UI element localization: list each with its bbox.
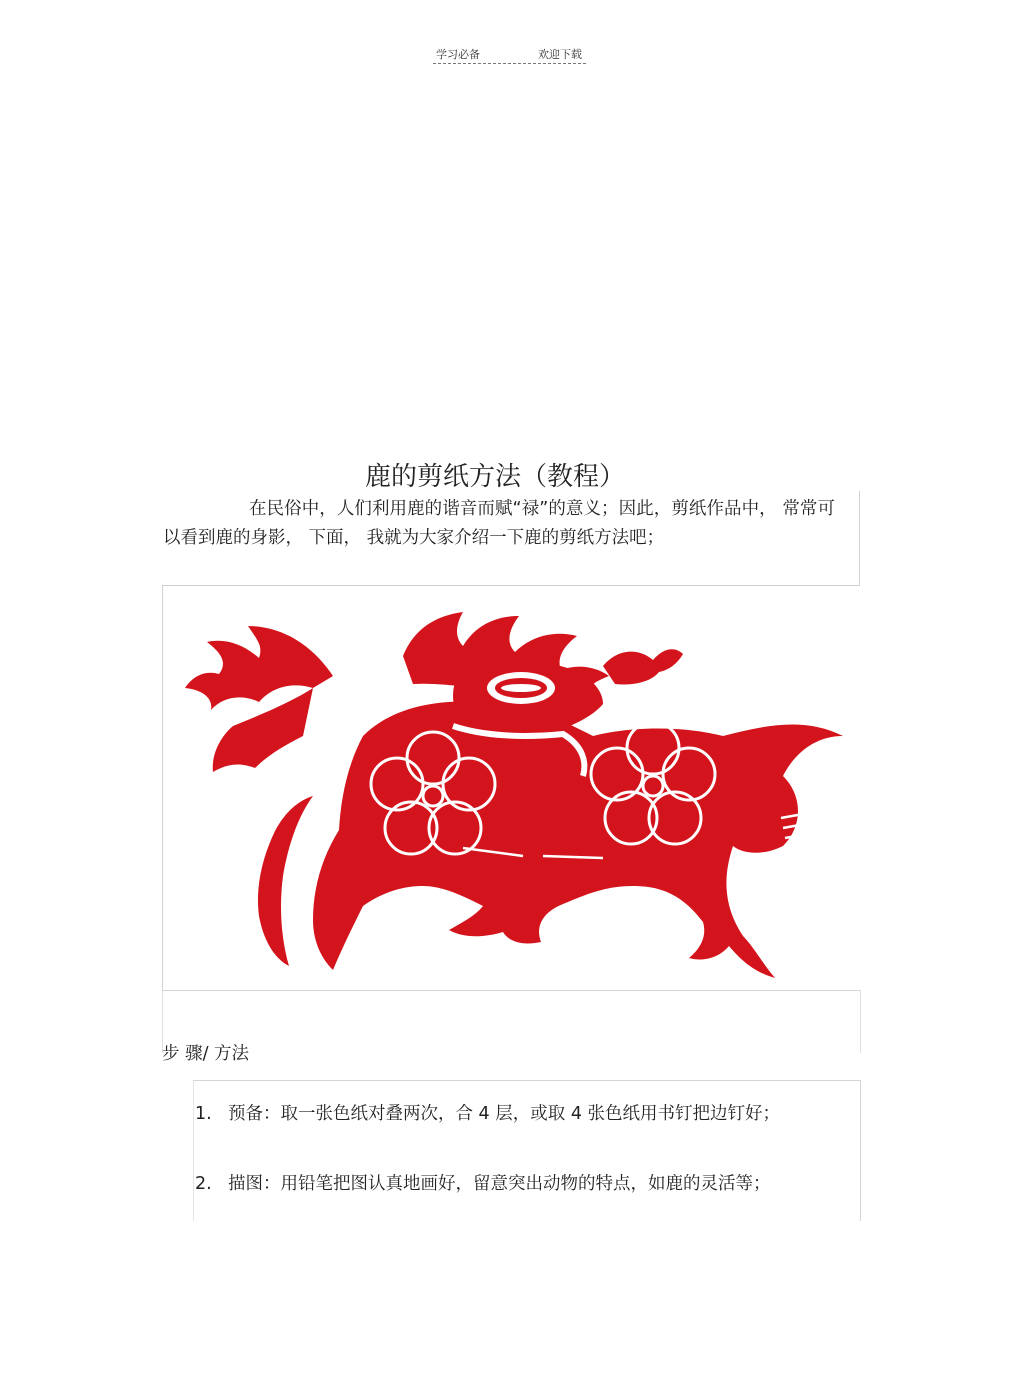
- steps-heading: 步 骤/ 方法: [162, 1044, 250, 1064]
- step-item: [195, 1168, 845, 1200]
- step-text: 预备：取一张色纸对叠两次，合 4 层，或取 4 张色纸用书钉把边钉好；: [228, 1104, 781, 1124]
- spacer-frame: [162, 990, 861, 1053]
- deer-papercut-illustration: [163, 586, 860, 990]
- step-number: 2.: [195, 1174, 212, 1194]
- deer-papercut-image: [162, 586, 860, 990]
- header-right-text: 欢迎下载: [538, 48, 582, 61]
- page-title: 鹿的剪纸方法（教程）: [364, 462, 625, 492]
- step-text: 描图：用铅笔把图认真地画好，留意突出动物的特点，如鹿的灵活等；: [228, 1174, 771, 1194]
- step-number: 1.: [195, 1104, 212, 1124]
- header-left-text: 学习必备: [436, 48, 480, 61]
- header-divider: [433, 63, 586, 64]
- intro-paragraph: 在民俗中，人们利用鹿的谐音而赋“禄”的意义；因此，剪纸作品中， 常常可以看到鹿的身影， 下面， 我就为大家介绍一下鹿的剪纸方法吧；: [163, 499, 835, 548]
- step-item: [195, 1098, 845, 1130]
